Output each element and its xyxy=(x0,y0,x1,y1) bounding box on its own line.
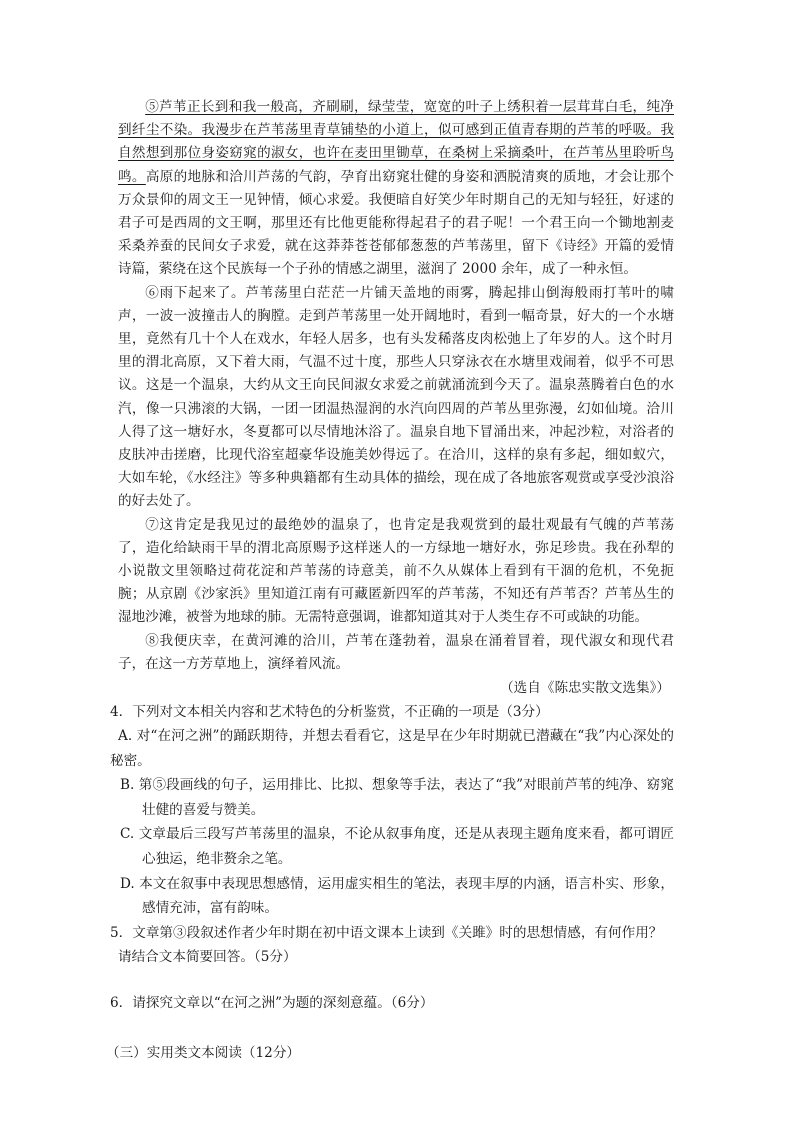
underlined-sentences: ⑤芦苇正长到和我一般高，齐刷刷，绿莹莹，宽宽的叶子上绣积着一层茸茸白毛，纯净到纤尘不染。我漫步在芦苇荡里青草铺垫的小道上，似可感到正值青春期的芦苇的呼吸。我自然想到那位身姿窈窕的淑女，也许在麦田里锄草，在桑树上采摘桑叶，在芦苇丛里聆听鸟鸣。 xyxy=(118,99,674,185)
question-4-option-a: A. 对“在河之洲”的踊跃期待，并想去看看它，这是早在少年时期就已潜藏在“我”内心深处的秘密。 xyxy=(110,728,674,769)
source-citation: （选自《陈忠实散文选集》） xyxy=(500,680,670,697)
paragraph-5-rest: 高原的地脉和洽川芦荡的气韵，孕育出窈窕壮健的身姿和洒脱清爽的质地，才会让那个万众景仰的周文王一见钟情，倾心求爱。我便暗自好笑少年时期自己的无知与轻狂，好逑的君子可是西周的文王啊，那里还有比他更能称得起君子的君子呢！一个君王向一个锄地割麦采桑养蚕的民间女子求爱，就在这莽莽苍苍郁郁葱葱的芦苇荡里，留下《诗经》开篇的爱情诗篇，萦绕在这个民族每一个子孙的情感之湖里，滋润了 2000 余年，成了一种永恒。 xyxy=(118,168,675,278)
question-5-line-1: 5．文章第③段叙述作者少年时期在初中语文课本上读到《关雎》时的思想情感，有何作用？ xyxy=(110,924,663,941)
question-4-option-d: D. 本文在叙事中表现思想感情，运用虚实相生的笔法，表现丰厚的内涵，语言朴实、形象，感情充沛，富有韵味。 xyxy=(120,875,674,917)
question-4-option-b: B. 第⑤段画线的句子，运用排比、比拟、想象等手法，表达了“我”对眼前芦苇的纯净、窈窕壮健的喜爱与赞美。 xyxy=(120,777,674,818)
paragraph-8: ⑧我便庆幸，在黄河滩的洽川，芦苇在蓬勃着，温泉在涌着冒着，现代淑女和现代君子，在这一方芳草地上，演绎着风流。 xyxy=(118,632,674,672)
question-5-line-2: 请结合文本简要回答。（5分） xyxy=(118,948,297,965)
question-4-stem: 4．下列对文本相关内容和艺术特色的分析鉴赏，不正确的一项是（3分） xyxy=(110,704,549,721)
question-6-stem: 6．请探究文章以“在河之洲”为题的深刻意蕴。（6分） xyxy=(110,994,434,1011)
answer-space xyxy=(110,1015,674,1041)
question-4-option-c: C. 文章最后三段写芦苇荡里的温泉，不论从叙事角度，还是从表现主题角度来看，都可谓匠心独运，绝非赘余之笔。 xyxy=(120,826,674,868)
paragraph-5 xyxy=(118,96,674,282)
section-heading: （三）实用类文本阅读（12分） xyxy=(106,1044,301,1061)
answer-space xyxy=(110,969,674,991)
paragraph-7: ⑦这肯定是我见过的最绝妙的温泉了，也肯定是我观赏到的最壮观最有气魄的芦苇荡了，造化给缺雨干旱的渭北高原赐予这样迷人的一方绿地一塘好水，弥足珍贵。我在孙犁的小说散文里领略过荷花淀和芦苇荡的诗意美，前不久从媒体上看到有干涸的危机，不免扼腕；从京剧《沙家浜》里知道江南有可藏匿新四军的芦苇荡，不知还有芦苇否？芦苇丛生的湿地沙滩，被誉为地球的肺。无需特意强调，谁都知道其对于人类生存不可或缺的功能。 xyxy=(118,516,674,626)
document-page xyxy=(106,96,675,1065)
paragraph-6: ⑥雨下起来了。芦苇荡里白茫茫一片铺天盖地的雨雾，腾起排山倒海般雨打苇叶的啸声，一波一波撞击人的胸膛。走到芦苇荡里一处开阔地时，看到一幅奇景，好大的一个水塘里，竟然有几十个人在戏水，年轻人居多，也有头发稀落皮肉松弛上了年岁的人。这个时月里的渭北高原，又下着大雨，气温不过十度，那些人只穿泳衣在水塘里戏闹着，似乎不可思议。这是一个温泉，大约从文王向民间淑女求爱之前就涌流到今天了。温泉蒸腾着白色的水汽，像一只沸滚的大锅，一团一团温热湿润的水汽向四周的芦苇丛里弥漫，幻如仙境。洽川人得了这一塘好水，冬夏都可以尽情地沐浴了。温泉自地下冒涌出来，冲起沙粒，对浴者的皮肤冲击搓磨，比现代浴室超豪华设施美妙得远了。在洽川，这样的泉有多起，细如蚁穴，大如车轮，《水经注》等多种典籍都有生动具体的描绘，现在成了各地旅客观赏或享受沙浪浴的好去处了。 xyxy=(118,284,674,510)
